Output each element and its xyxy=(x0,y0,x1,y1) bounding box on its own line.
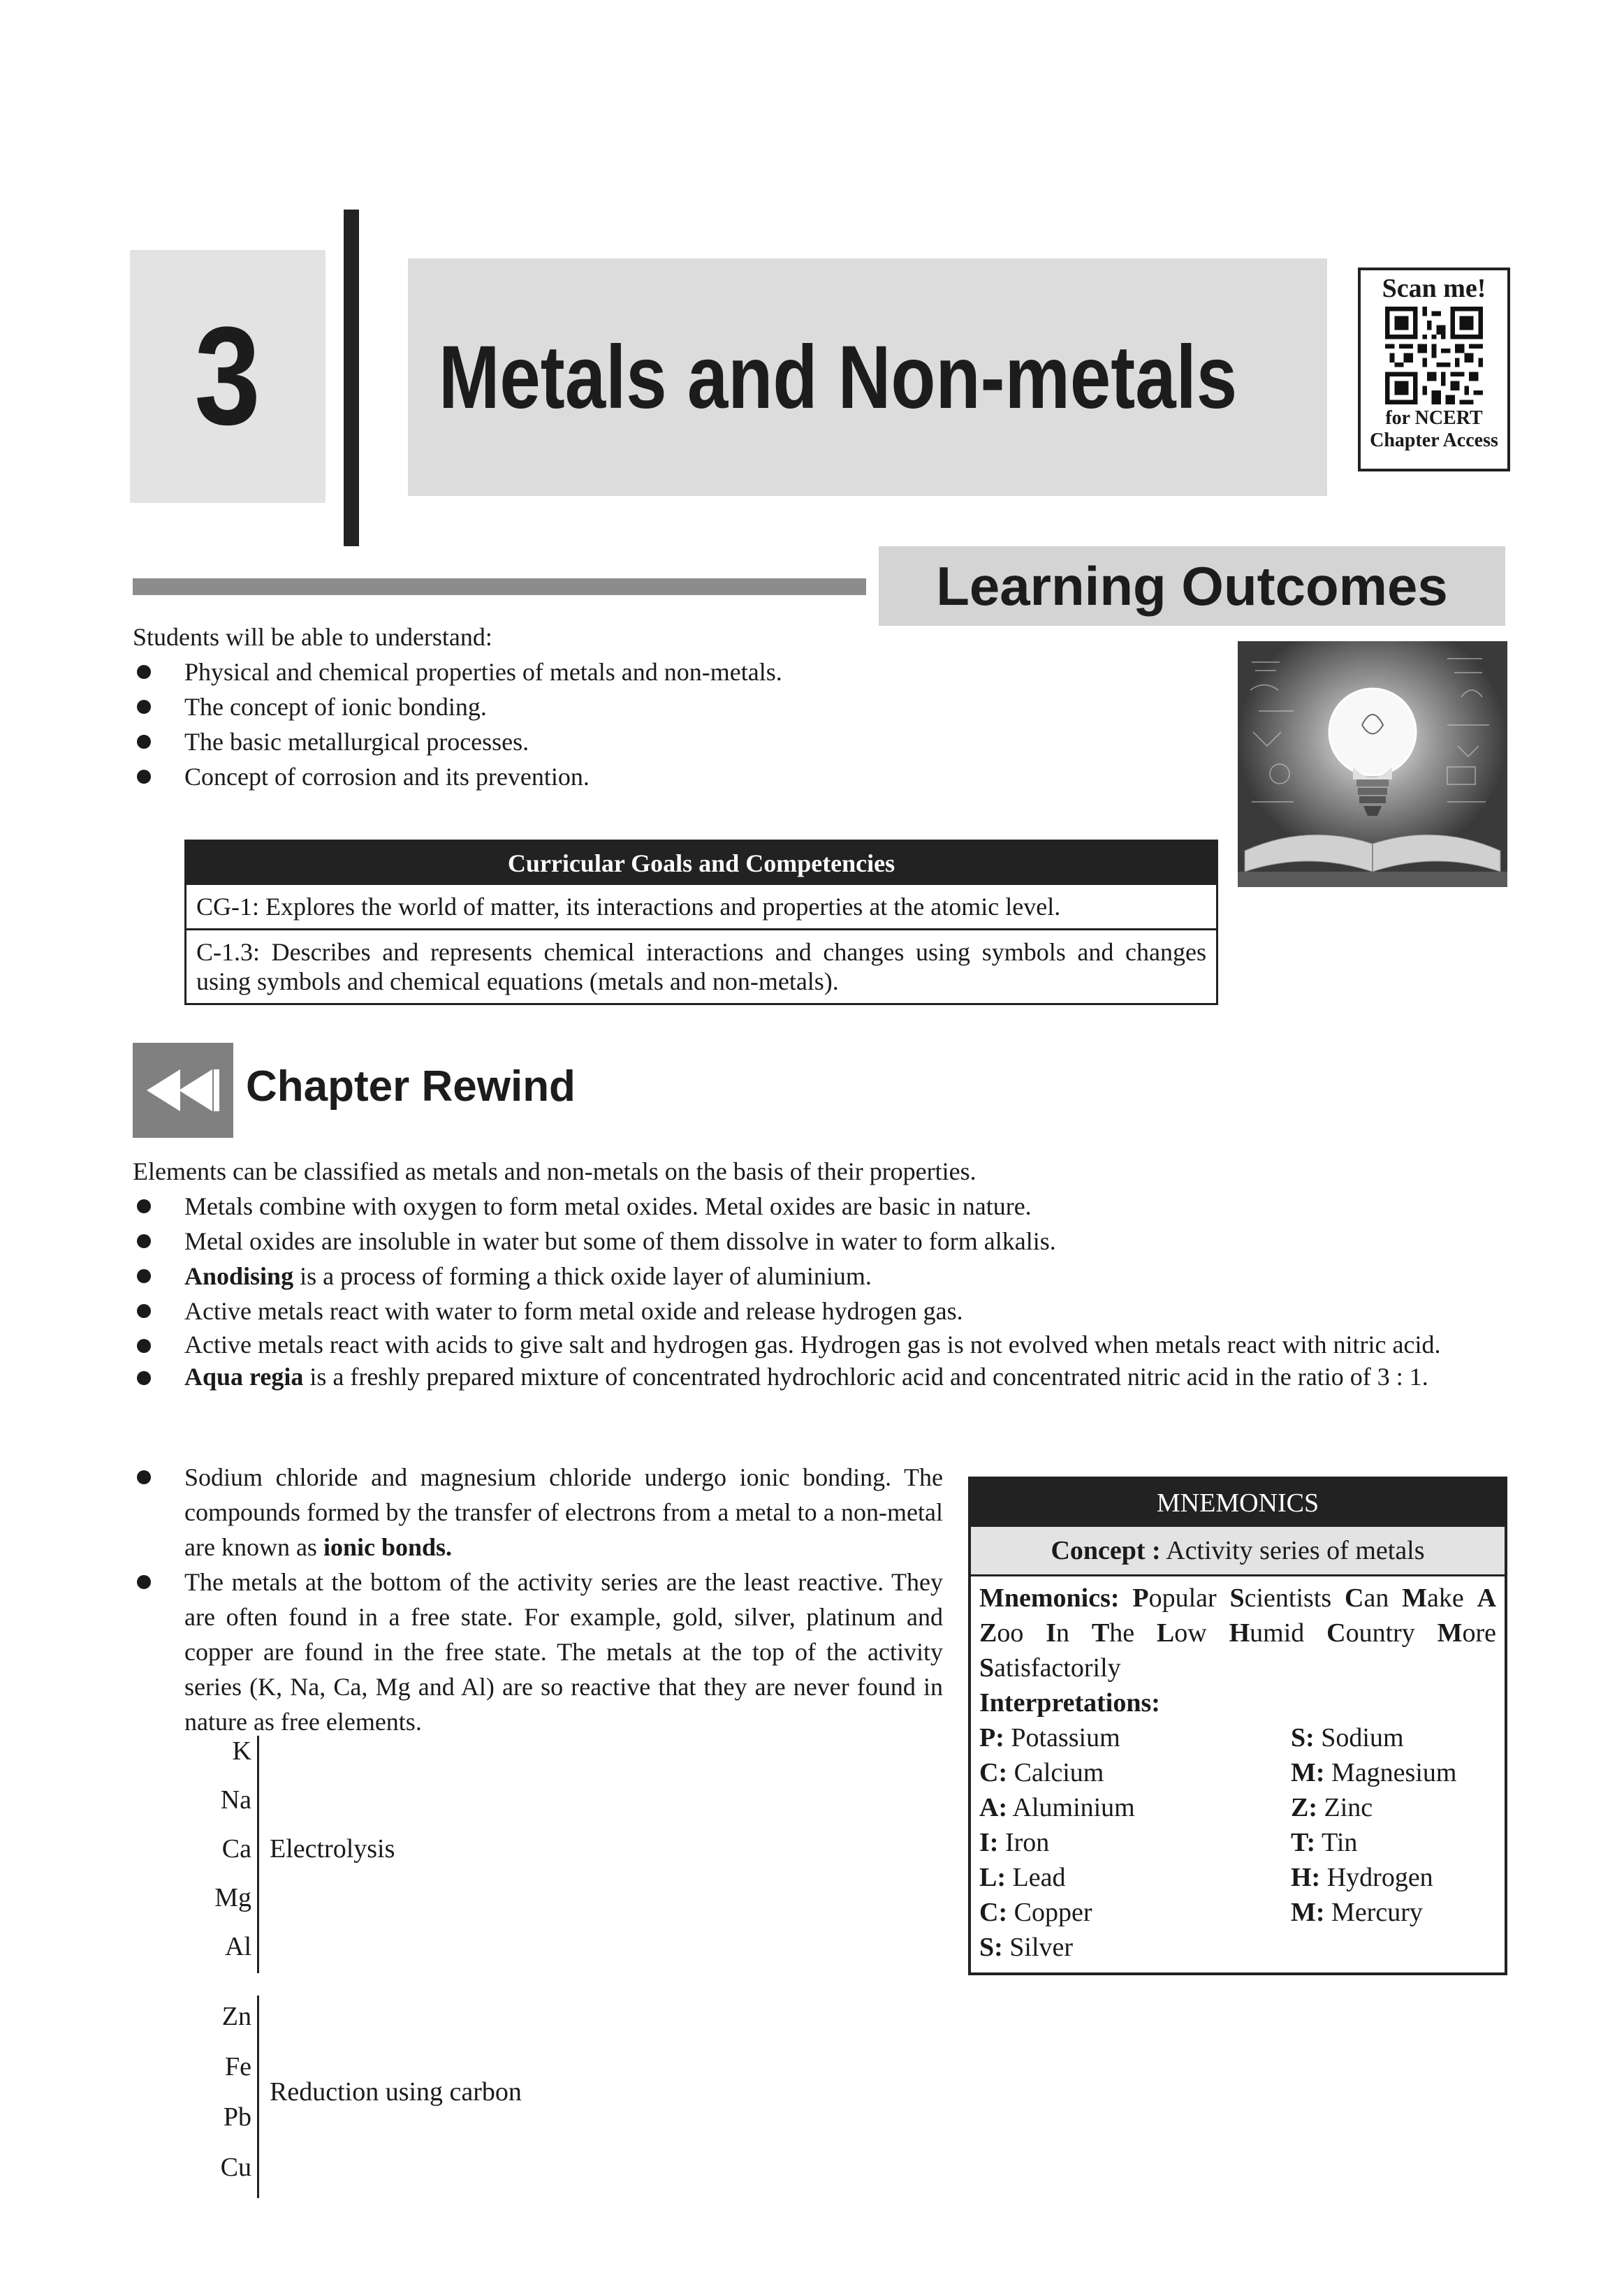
interpretation-item: I: Iron xyxy=(979,1828,1050,1857)
group-bracket xyxy=(257,1996,259,2198)
chapter-rewind-intro: Elements can be classified as metals and non-metals on the basis of their properties. xyxy=(133,1157,976,1185)
table-row: CG-1: Explores the world of matter, its interactions and properties at the atomic level. xyxy=(196,893,1061,921)
list-item: Sodium chloride and magnesium chloride undergo ionic bonding. The compounds formed by the transfer of electrons from a metal to a non-metal are known as ionic bonds. xyxy=(133,1460,943,1565)
interpretation-item: M: Mercury xyxy=(1291,1898,1423,1927)
element-symbol: Fe xyxy=(225,2052,251,2081)
rewind-icon xyxy=(133,1043,233,1138)
learning-outcomes-heading: Learning Outcomes xyxy=(936,555,1448,617)
mnemonics-body xyxy=(971,1576,1505,1965)
mnemonic-word: In xyxy=(1046,1618,1069,1648)
element-symbol: Cu xyxy=(220,2153,251,2182)
element-symbol: Al xyxy=(225,1932,251,1961)
element-symbol: Pb xyxy=(223,2102,251,2132)
list-item: The basic metallurgical processes. xyxy=(133,724,1180,759)
chapter-title-box xyxy=(408,258,1327,496)
group-label-reduction: Reduction using carbon xyxy=(270,2077,522,2107)
interpretation-item: H: Hydrogen xyxy=(1291,1863,1433,1892)
mnemonic-word: Humid xyxy=(1229,1618,1305,1648)
learning-outcomes-list xyxy=(133,654,1180,794)
list-item: Anodising is a process of forming a thick oxide layer of aluminium. xyxy=(133,1259,1507,1294)
chapter-rewind-list xyxy=(133,1189,1507,1393)
bullet-icon xyxy=(137,1234,151,1248)
interpretation-item: L: Lead xyxy=(979,1863,1066,1892)
mnemonic-word: Can xyxy=(1345,1583,1389,1613)
chapter-rewind-list-narrow xyxy=(133,1460,943,1739)
list-item: The metals at the bottom of the activity series are the least reactive. They are often found in a free state. For example, gold, silver, platinum and copper are found in the free state. The metals at the top of the activity series (K, Na, Ca, Mg and Al) are so reactive that they are never found in nature as free elements. xyxy=(133,1565,943,1739)
list-item: Metal oxides are insoluble in water but some of them dissolve in water to form alkalis. xyxy=(133,1224,1507,1259)
mnemonic-word: Country xyxy=(1326,1618,1415,1648)
bullet-icon xyxy=(137,1575,151,1589)
chapter-title: Metals and Non-metals xyxy=(439,327,1238,427)
mnemonics-concept: Concept : Activity series of metals xyxy=(971,1527,1505,1576)
list-item: The concept of ionic bonding. xyxy=(133,689,1180,724)
bullet-icon xyxy=(137,770,151,784)
curricular-goals-table xyxy=(184,840,1218,1005)
bullet-icon xyxy=(137,1269,151,1283)
qr-code-icon[interactable] xyxy=(1385,307,1483,404)
interpretation-item: A: Aluminium xyxy=(979,1793,1135,1822)
interpretation-item: S: Silver xyxy=(979,1933,1074,1962)
bullet-icon xyxy=(137,735,151,749)
element-symbol: Ca xyxy=(221,1834,251,1864)
mnemonic-word: Popular xyxy=(1132,1583,1217,1613)
mnemonic-word: The xyxy=(1091,1618,1135,1648)
group-bracket xyxy=(257,1736,259,1973)
interpretation-item: P: Potassium xyxy=(979,1723,1120,1752)
list-item: Physical and chemical properties of metals and non-metals. xyxy=(133,654,1180,689)
curricular-goals-heading: Curricular Goals and Competencies xyxy=(186,842,1216,885)
mnemonic-word: Make xyxy=(1402,1583,1464,1613)
list-item: Concept of corrosion and its prevention. xyxy=(133,759,1180,794)
element-symbol: K xyxy=(232,1736,251,1766)
qr-code-card[interactable] xyxy=(1358,268,1510,471)
element-symbol: Zn xyxy=(221,2002,251,2031)
interpretation-item: T: Tin xyxy=(1291,1828,1358,1857)
learning-outcomes-heading-box xyxy=(879,546,1505,626)
mnemonic-word: Satisfactorily xyxy=(979,1653,1121,1683)
interpretation-item: S: Sodium xyxy=(1291,1723,1404,1752)
list-item: Metals combine with oxygen to form metal oxides. Metal oxides are basic in nature. xyxy=(133,1189,1507,1224)
list-item: Aqua regia is a freshly prepared mixture of concentrated hydrochloric acid and concentrated nitric acid in the ratio of 3 : 1. xyxy=(133,1361,1507,1393)
mnemonic-word: Low xyxy=(1156,1618,1207,1648)
learning-outcomes-rule xyxy=(133,578,866,595)
bullet-icon xyxy=(137,1371,151,1385)
qr-caption-line-2: Chapter Access xyxy=(1370,430,1498,451)
learning-outcomes-intro: Students will be able to understand: xyxy=(133,623,492,651)
mnemonics-box xyxy=(968,1477,1507,1975)
element-symbol: Na xyxy=(220,1785,251,1815)
table-row: C-1.3: Describes and represents chemical interactions and changes using symbols and changes using symbols and chemical equations (metals and non-metals). xyxy=(186,928,1216,1003)
bullet-icon xyxy=(137,1199,151,1213)
interpretations-heading: Interpretations: xyxy=(979,1688,1160,1718)
interpretation-item: Z: Zinc xyxy=(1291,1793,1373,1822)
mnemonic-word: Zoo xyxy=(979,1618,1024,1648)
element-symbol: Mg xyxy=(214,1883,251,1912)
mnemonic-word: Scientists xyxy=(1229,1583,1332,1613)
mnemonic-sentence: Mnemonics: Popular Scientists Can Make A Zoo In The Low Humid Country More Satisfactorily xyxy=(979,1583,1497,1683)
bullet-icon xyxy=(137,1304,151,1318)
mnemonic-word: A xyxy=(1477,1583,1497,1613)
qr-caption-line-1: for NCERT xyxy=(1385,407,1483,429)
list-item: Active metals react with acids to give salt and hydrogen gas. Hydrogen gas is not evolved when metals react with nitric acid. xyxy=(133,1328,1507,1361)
chapter-rewind-heading: Chapter Rewind xyxy=(246,1062,576,1111)
mnemonic-word: More xyxy=(1437,1618,1497,1648)
chapter-number: 3 xyxy=(194,298,261,454)
chapter-number-box xyxy=(130,250,325,503)
list-item: Active metals react with water to form metal oxide and release hydrogen gas. xyxy=(133,1294,1507,1328)
interpretations-grid xyxy=(979,1720,1496,1965)
interpretation-item: C: Calcium xyxy=(979,1758,1104,1787)
qr-caption-top: Scan me! xyxy=(1382,274,1486,303)
group-label-electrolysis: Electrolysis xyxy=(270,1834,395,1864)
interpretation-item: M: Magnesium xyxy=(1291,1758,1457,1787)
mnemonics-heading: MNEMONICS xyxy=(971,1479,1505,1527)
header-divider xyxy=(344,210,359,546)
lightbulb-book-image xyxy=(1238,641,1507,887)
interpretation-item: C: Copper xyxy=(979,1898,1092,1927)
bullet-icon xyxy=(137,1470,151,1484)
bullet-icon xyxy=(137,1339,151,1353)
bullet-icon xyxy=(137,700,151,714)
bullet-icon xyxy=(137,665,151,679)
